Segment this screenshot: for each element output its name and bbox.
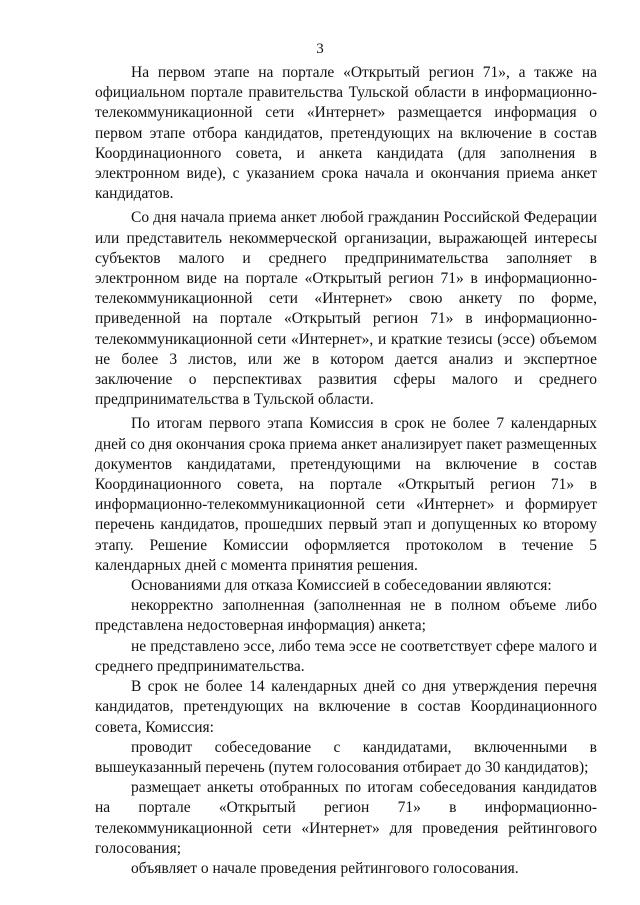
paragraph-refusal-incorrect-form: некорректно заполненная (заполненная не в полном объеме либо представлена недостоверная информация) анкета; (95, 597, 597, 635)
page-number: 3 (316, 41, 324, 57)
paragraph-first-stage-publication: На первом этапе на портале «Открытый регион 71», а также на официальном портале правительства Тульской области в информационно-телекоммуникационной сети «Интернет» размещается информация о первом этапе отбора кандидатов, претендующих на включение в состав Координационного совета, и анкета кандидата (для заполнения в электронном виде), с указанием срока начала и окончания приема анкет кандидатов. (95, 64, 597, 203)
paragraph-application-submission: Со дня начала приема анкет любой гражданин Российской Федерации или представитель некоммерческой организации, выражающей интересы субъектов малого и среднего предпринимательства заполняет в электронном виде на портале «Открытый регион 71» в информационно-телекоммуникационной сети «Интернет» свою анкету по форме, приведенной на портале «Открытый регион 71» в информационно-телекоммуникационной сети «Интернет», и краткие тезисы (эссе) объемом не более 3 листов, или же в котором дается анализ и экспертное заключение о перспективах развития сферы малого и среднего предпринимательства в Тульской области. (95, 209, 597, 409)
paragraph-interview: проводит собеседование с кандидатами, включенными в вышеуказанный перечень (путем голосования отбирает до 30 кандидатов); (95, 738, 597, 776)
paragraph-commission-review: По итогам первого этапа Комиссия в срок не более 7 календарных дней со дня окончания срока приема анкет анализирует пакет размещенных документов кандидатами, претендующими на включение в состав Координационного совета, на портале «Открытый регион 71» в информационно-телекоммуникационной сети «Интернет» и формирует перечень кандидатов, прошедших первый этап и допущенных ко второму этапу. Решение Комиссии оформляется протоколом в течение 5 календарных дней с момента принятия решения. (95, 415, 597, 574)
document-body (95, 63, 597, 879)
paragraph-second-stage-deadline: В срок не более 14 календарных дней со дня утверждения перечня кандидатов, претендующих на включение в состав Координационного совета, Комиссия: (95, 678, 597, 736)
paragraph-publish-forms: размещает анкеты отобранных по итогам собеседования кандидатов на портале «Открытый регион 71» в информационно-телекоммуникационной сети «Интернет» для проведения рейтингового голосования; (95, 779, 597, 857)
paragraph-refusal-grounds: Основаниями для отказа Комиссией в собеседовании являются: (131, 577, 552, 595)
paragraph-announce-voting: объявляет о начале проведения рейтингового голосования. (131, 859, 519, 877)
paragraph-refusal-no-essay: не представлено эссе, либо тема эссе не соответствует сфере малого и среднего предпринимательства. (95, 637, 597, 675)
